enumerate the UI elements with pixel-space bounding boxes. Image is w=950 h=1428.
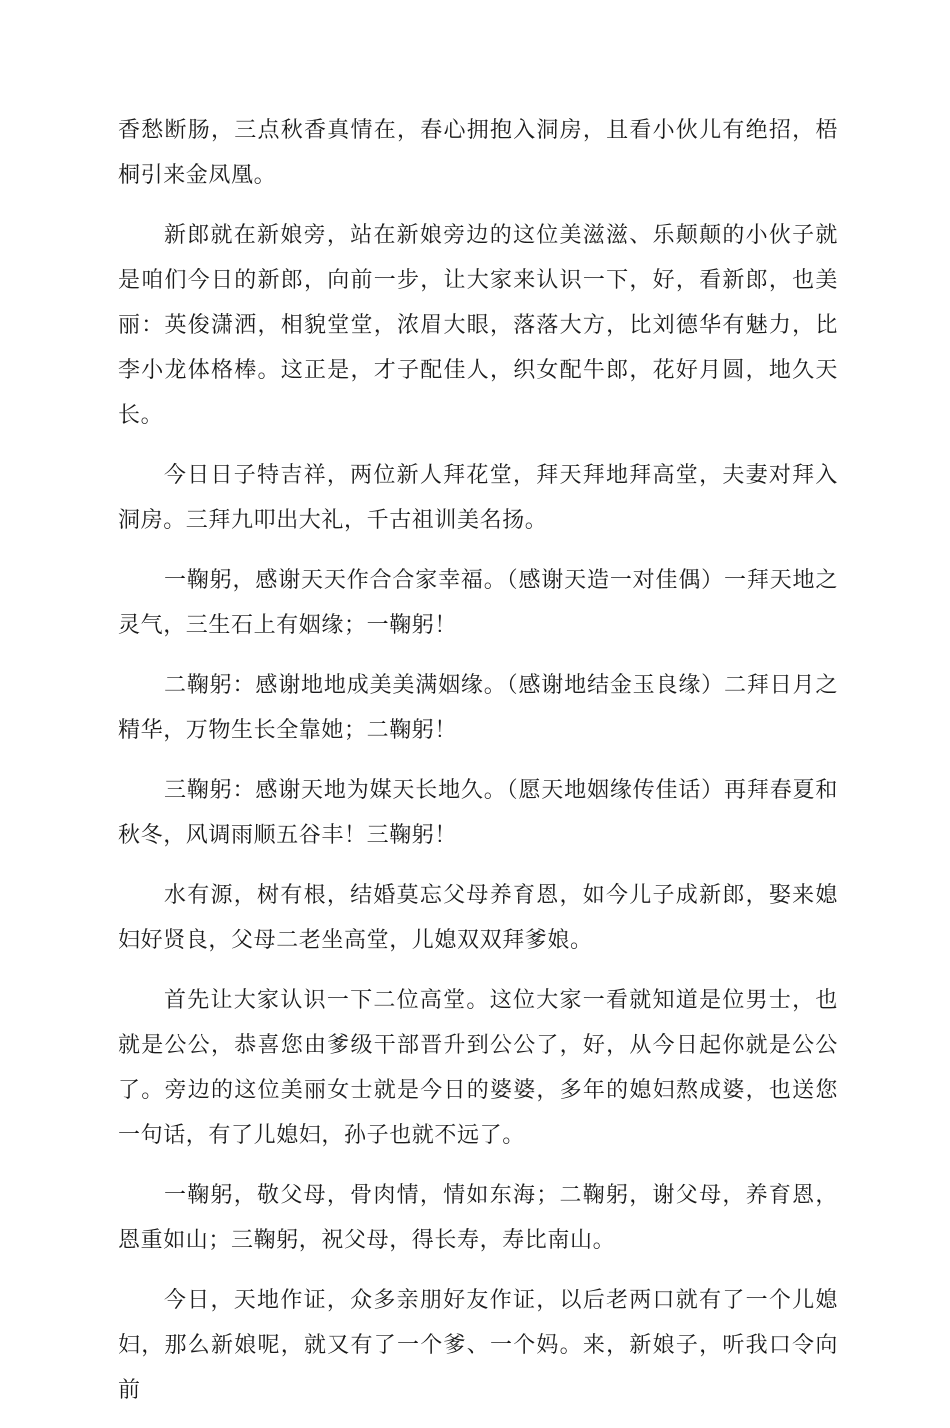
paragraph-second-bow: 二鞠躬：感谢地地成美美满姻缘。（感谢地结金玉良缘）二拜日月之精华，万物生长全靠她；二鞠躬！ [118,673,838,743]
paragraph-parents-bows: 一鞠躬，敬父母，骨肉情，情如东海；二鞠躬，谢父母，养育恩，恩重如山；三鞠躬，祝父母，得长寿，寿比南山。 [118,1183,838,1253]
paragraph-groom-intro: 新郎就在新娘旁，站在新娘旁边的这位美滋滋、乐颠颠的小伙子就是咱们今日的新郎，向前一步，让大家来认识一下，好，看新郎，也美丽：英俊潇洒，相貌堂堂，浓眉大眼，落落大方，比刘德华有魅力，比李小龙体格棒。这正是，才子配佳人，织女配牛郎，花好月圆，地久天长。 [118,223,838,428]
paragraph-ceremony: 今日日子特吉祥，两位新人拜花堂，拜天拜地拜高堂，夫妻对拜入洞房。三拜九叩出大礼，千古祖训美名扬。 [118,463,838,533]
paragraph-continued: 香愁断肠，三点秋香真情在，春心拥抱入洞房，且看小伙儿有绝招，梧桐引来金凤凰。 [118,118,838,188]
document-body [118,108,838,1428]
paragraph-first-bow: 一鞠躬，感谢天天作合合家幸福。（感谢天造一对佳偶）一拜天地之灵气，三生石上有姻缘；一鞠躬！ [118,568,838,638]
paragraph-parents-gratitude: 水有源，树有根，结婚莫忘父母养育恩，如今儿子成新郎，娶来媳妇好贤良，父母二老坐高堂，儿媳双双拜爹娘。 [118,883,838,953]
paragraph-witness: 今日，天地作证，众多亲朋好友作证，以后老两口就有了一个儿媳妇，那么新娘呢，就又有了一个爹、一个妈。来，新娘子，听我口令向前 [118,1288,838,1403]
paragraph-third-bow: 三鞠躬：感谢天地为媒天长地久。（愿天地姻缘传佳话）再拜春夏和秋冬，风调雨顺五谷丰！三鞠躬！ [118,778,838,848]
paragraph-parents-intro: 首先让大家认识一下二位高堂。这位大家一看就知道是位男士，也就是公公，恭喜您由爹级干部晋升到公公了，好，从今日起你就是公公了。旁边的这位美丽女士就是今日的婆婆，多年的媳妇熬成婆，也送您一句话，有了儿媳妇，孙子也就不远了。 [118,988,838,1148]
